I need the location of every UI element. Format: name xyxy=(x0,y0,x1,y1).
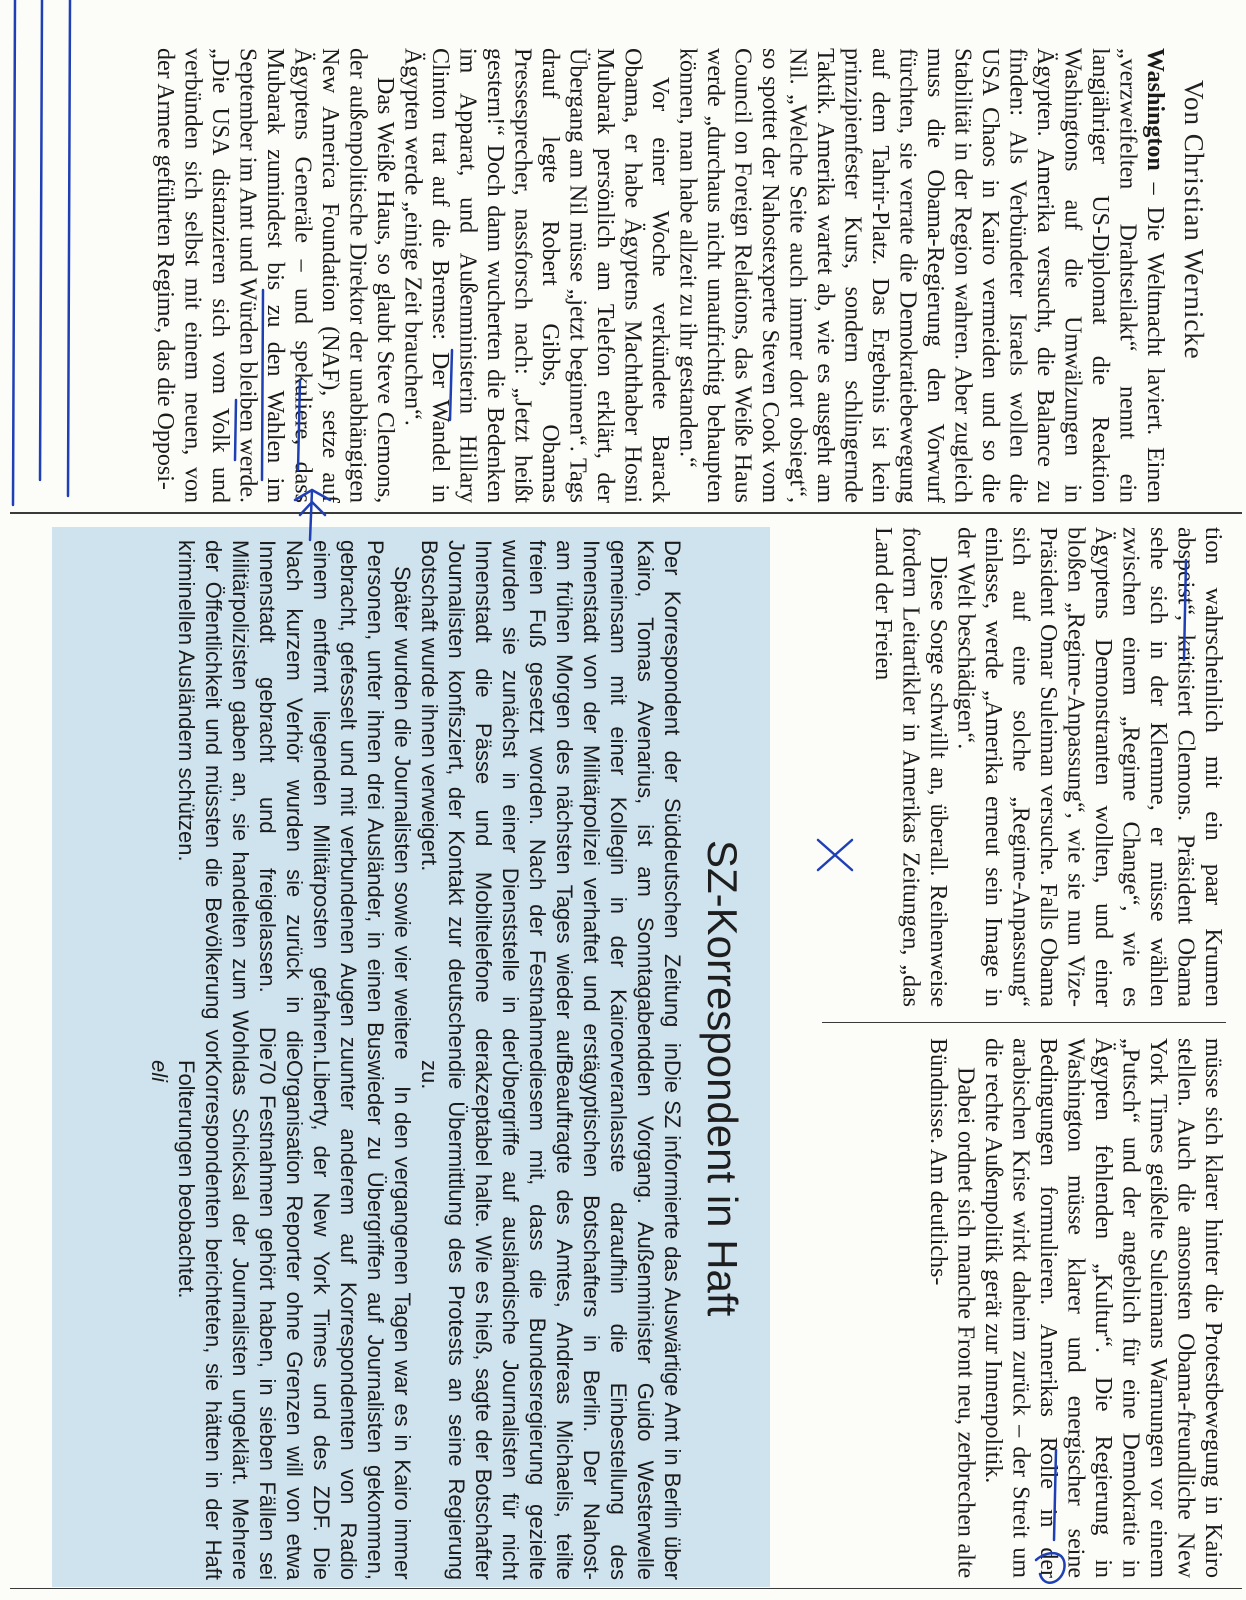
article-column-3 xyxy=(828,1038,1226,1578)
box-headline: SZ-Korrespondent in Haft xyxy=(699,840,746,1317)
box-column-2 xyxy=(58,1060,686,1580)
article-paragraph-4: tion wahrscheinlich mit ein paar Krumen abspeist“, kritisiert Clemons. Präsident Obama sehe sich in der Klemme, er müsse wählen zwischen einem „Regime Change“, wie es Ägyptens Demonstranten wollten, und einer bloßen „Regime-Anpassung“, wie sie nun Vize-Präsident Omar Suleiman versuche. Falls Obama sich auf eine solche „Regime-Anpassung“ einlasse, werde „Amerika erneut sein Image in der Welt beschädigen“. xyxy=(952,527,1226,1007)
bottom-rule xyxy=(10,1588,1242,1589)
lead-text: – Die Weltmacht laviert. Einen „verzweifelten Drahtseilakt“ nennt ein langjähriger US-Diplomat die Reaktion Washingtons auf die Umwälzungen in Ägypten. Amerika versucht, die Balance zu finden: Als Verbündeter Israels wollen die USA Chaos in Kairo vermeiden und so die Stabilität in der Region wahren. Aber zugleich muss die Obama-Regierung den Vorwurf fürchten, sie verrate die Demokratiebewegung auf dem Tahrir-Platz. Das Ergebnis ist kein prinzipienfester Kurs, sondern schlingernde Taktik. Amerika wartet ab, wie es ausgeht am Nil. „Welche Seite auch immer dort obsiegt“, so spottet der Nahostexperte Steven Cook vom Council on Foreign Relations, das Weiße Haus werde „durchaus nicht unaufrichtig behaupten können, man habe allzeit zu ihr gestanden.“ xyxy=(674,48,1168,503)
article-paragraph-5: Diese Sorge schwillt an, überall. Reihenweise fordern Leitartikler in Amerikas Zeitungen, „das Land der Freien xyxy=(870,527,951,1007)
column-divider xyxy=(10,512,1242,514)
article-paragraph-7: Dabei ordnet sich manche Front neu, zerbrechen alte Bündnisse. Am deutlichs- xyxy=(925,1038,979,1578)
article-paragraph-6: müsse sich klarer hinter die Protestbewegung in Kairo stellen. Auch die ansonsten Obama-freundliche New York Times geißelte Suleimans Warnungen vor einem „Putsch“ und der angeblich für eine Demokratie in Ägypten fehlenden „Kultur“. Die Regierung in Washington müsse klarer und energischer seine Bedingungen formulieren. Amerikas Rolle in der arabischen Krise wirkt daheim zurück – der Streit um die rechte Außenpolitik gerät zur Innenpolitik. xyxy=(980,1038,1226,1578)
box-column-1 xyxy=(58,540,686,1060)
box-paragraph-1: Der Korrespondent der Süddeutschen Zeitung in Kairo, Tomas Avenarius, ist am Sonntagabend gemeinsam mit einer Kollegin in der Kairoer Innenstadt von der Militärpolizei verhaftet und erst am frühen Morgen des nächsten Tages wieder auf freien Fuß gesetzt worden. Nach der Festnahme wurden sie zunächst in einer Dienststelle in der Innenstadt die Pässe und Mobiltelefone der Journalisten konfisziert, der Kontakt zur deutschen Botschaft wurde ihnen verweigert. xyxy=(417,540,685,1060)
article-paragraph-1 xyxy=(673,48,1168,503)
box-paragraph-4: In den vergangenen Tagen war es in Kairo immer wieder zu Übergriffen auf Journalisten gekommen, unter anderem auf Korrespondenten von Radio Liberty, der New York Times und des ZDF. Die Organisation Reporter ohne Grenzen will von etwa 70 Festnahmen gehört haben, in sieben Fällen sei das Schicksal der Journalisten ungeklärt. Mehrere Korrespondenten berichteten, sie hätten in der Haft Folterungen beobachtet. xyxy=(174,1060,415,1580)
article-column-1 xyxy=(14,48,1168,503)
article-paragraph-3: Das Weiße Haus, so glaubt Steve Clemons, der außenpolitische Direktor der unabhängigen New America Foundation (NAF), setze auf Ägyptens Generäle – und spekuliere, dass Mubarak zumindest bis zu den Wahlen im September im Amt und Würden bleiben werde. „Die USA distanzieren sich vom Volk und verbünden sich selbst mit einem neuen, von der Armee geführten Regime, das die Opposi- xyxy=(152,48,398,503)
dateline: Washington xyxy=(1142,48,1168,171)
box-paragraph-3: Die SZ informierte das Auswärtige Amt in Berlin über den Vorgang. Außenminister Guido Westerwelle veranlasste daraufhin die Einbestellung des ägyptischen Botschafters in Berlin. Der Nahost-Beauftragte des Amtes, Andreas Michaelis, teilte diesem mit, dass die Bundesregierung gezielte Übergriffe auf ausländische Journalisten für nicht akzeptabel halte. Wie es hieß, sagte der Botschafter die Übermittlung des Protests an seine Regierung zu. xyxy=(417,1060,685,1580)
box-signature: eli xyxy=(147,1060,172,1083)
column-divider xyxy=(822,1022,1226,1023)
byline: Von Christian Wernicke xyxy=(1179,80,1209,360)
box-paragraph-2: Später wurden die Journalisten sowie vier weitere Personen, unter ihnen drei Ausländer, in einen Bus gebracht, gefesselt und mit verbundenen Augen zu einem entfernt liegenden Militärposten gefahren. Nach kurzem Verhör wurden sie zurück in die Innenstadt gebracht und freigelassen. Die Militärpolizisten gaben an, sie handelten zum Wohl der Öffentlichkeit und müssten die Bevölkerung vor kriminellen Ausländern schützen. xyxy=(174,540,415,1060)
article-paragraph-2: Vor einer Woche verkündete Barack Obama, er habe Ägyptens Machthaber Hosni Mubarak persönlich am Telefon erklärt, der Übergang am Nil müsse „jetzt beginnen“. Tags drauf legte Robert Gibbs, Obamas Pressesprecher, nassforsch nach: „Jetzt heißt gestern!“ Doch dann wucherten die Bedenken im Apparat, und Außenministerin Hillary Clinton trat auf die Bremse: Der Wandel in Ägypten werde „einige Zeit brauchen“. xyxy=(399,48,673,503)
article-column-2 xyxy=(828,527,1226,1007)
